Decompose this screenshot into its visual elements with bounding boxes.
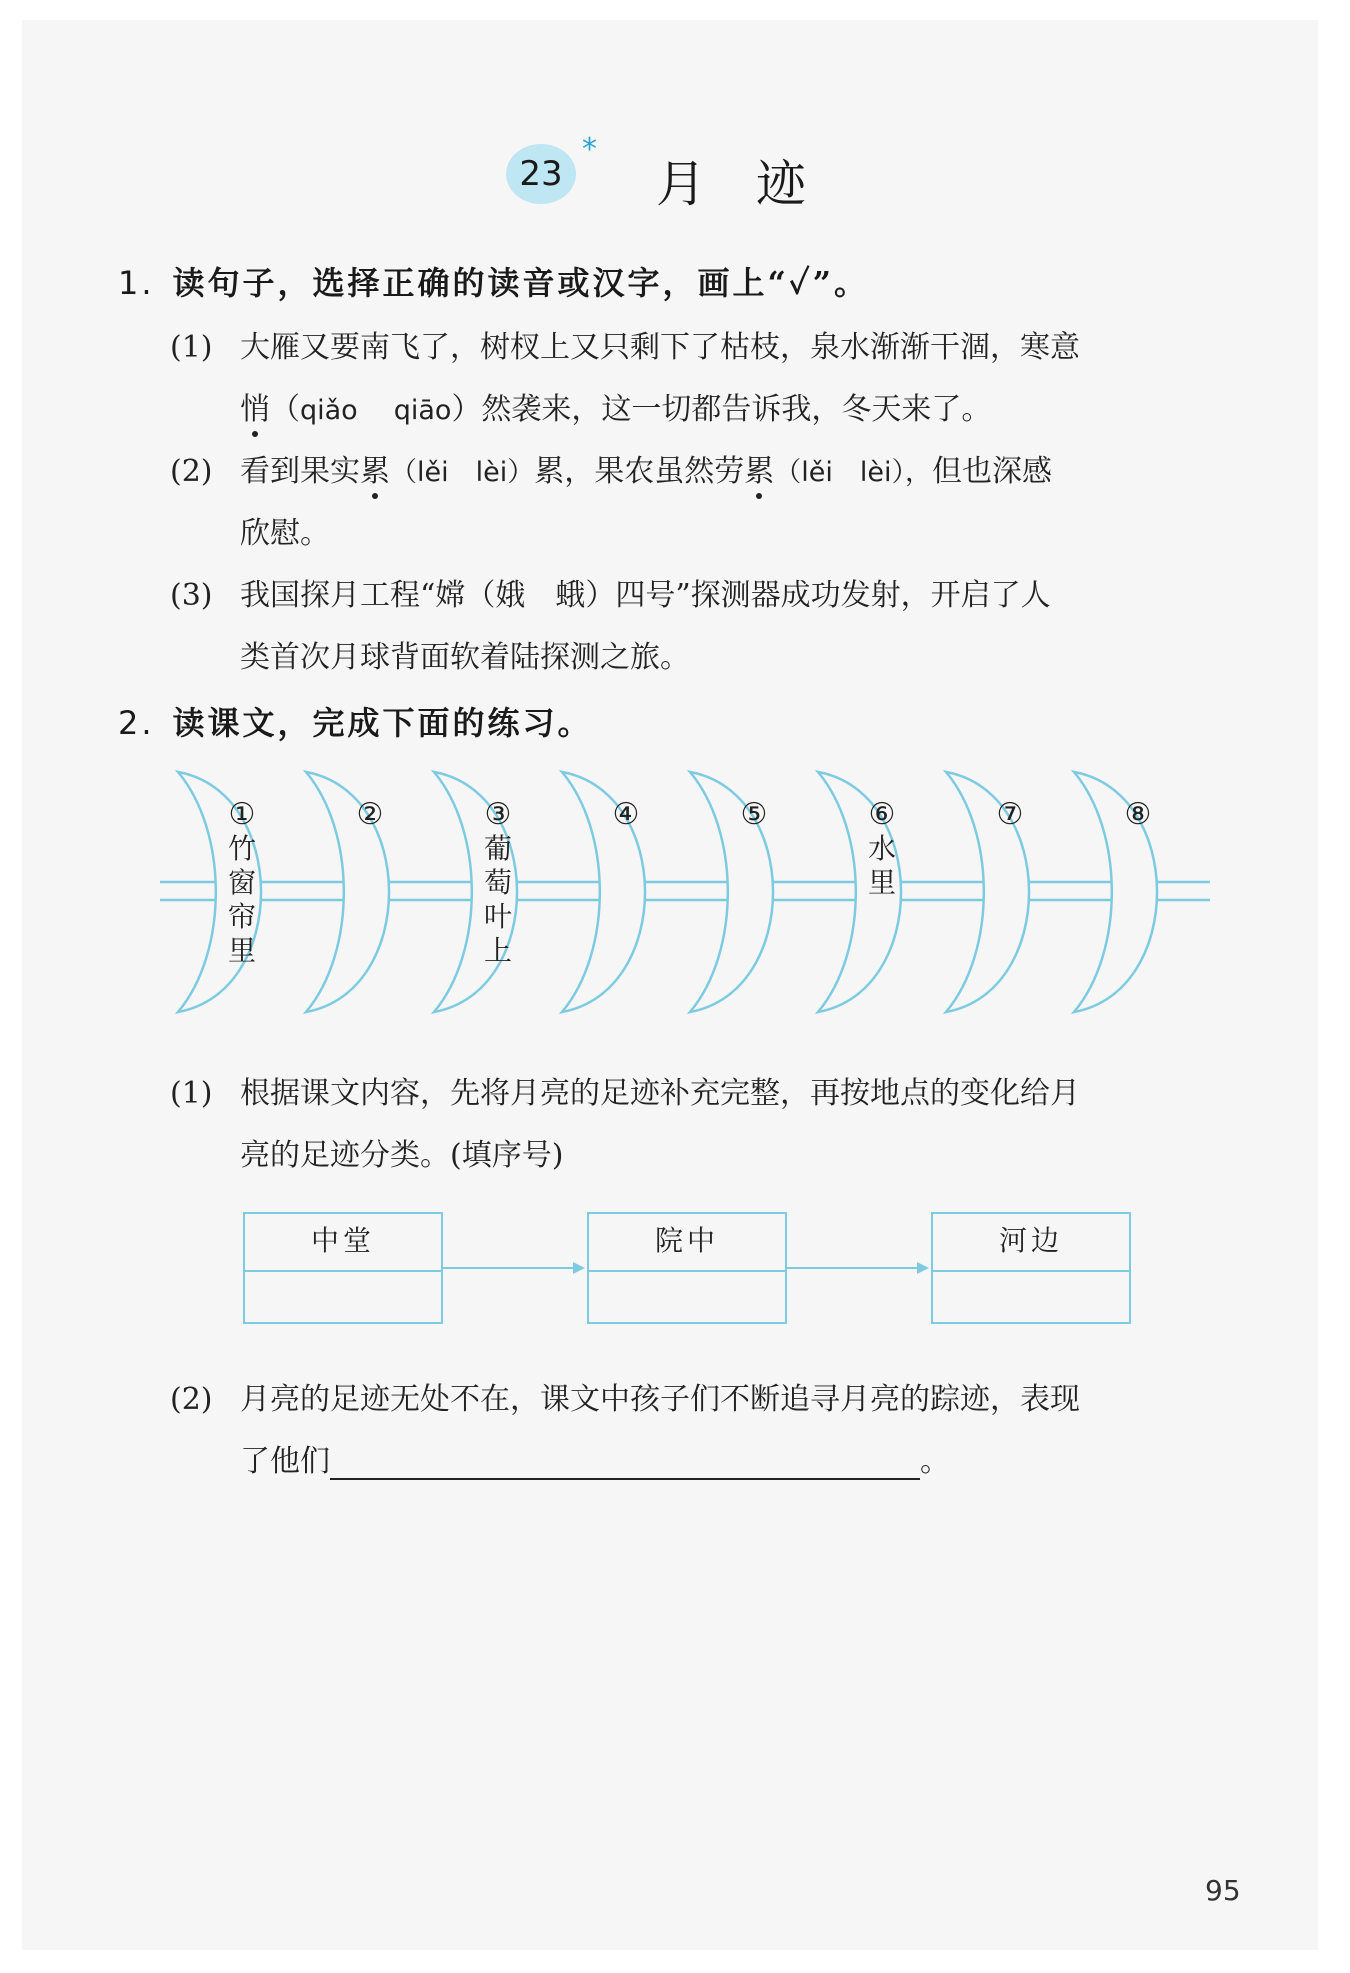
q1-item2-target-char2: 累	[744, 454, 775, 489]
moon-label-4	[606, 798, 646, 832]
q1-item2-line2: 欣慰。	[240, 516, 330, 551]
q1-number: 1.	[118, 264, 155, 302]
lesson-header	[506, 134, 906, 214]
category-box-label: 河边	[933, 1214, 1129, 1272]
category-box-label: 中堂	[245, 1214, 441, 1272]
q2-heading	[118, 698, 593, 744]
moon-label-7	[990, 798, 1030, 832]
q1-heading	[118, 258, 869, 304]
q1-heading-text: 读句子，选择正确的读音或汉字，画上“✓”。	[172, 264, 869, 302]
q1-item1-paren-open: （	[270, 392, 300, 427]
moon-label-6	[862, 798, 902, 900]
moon-number: ⑤	[740, 797, 768, 832]
q1-item1-number: (1)	[170, 330, 213, 365]
q1-item1-rest: ）然袭来，这一切都告诉我，冬天来了。	[451, 392, 992, 427]
answer-field[interactable]	[589, 1272, 785, 1326]
q1-item1-line1	[170, 322, 1080, 366]
q1-item3-number: (3)	[170, 578, 213, 613]
q1-item2-options1[interactable]: （lěi lèi）	[390, 457, 535, 488]
moon-text-char: 叶	[483, 900, 512, 933]
moon-number: ⑦	[996, 797, 1024, 832]
q2-sub2-post: 。	[920, 1444, 950, 1479]
moon-label-3	[478, 798, 518, 968]
moon-label-5	[734, 798, 774, 832]
q1-item2-target-char1: 累	[360, 454, 390, 489]
moon-text-char: 萄	[483, 866, 512, 899]
q2-sub2-number: (2)	[170, 1382, 213, 1417]
q1-item2-post: 但也深感	[931, 454, 1052, 489]
moon-text-char: 帘	[227, 900, 256, 933]
q2-sub1-text1: 根据课文内容，先将月亮的足迹补充完整，再按地点的变化给月	[240, 1076, 1080, 1111]
q2-heading-text: 读课文，完成下面的练习。	[172, 704, 593, 742]
arrow-line	[787, 1267, 923, 1269]
moon-number: ④	[612, 797, 640, 832]
arrow-icon	[917, 1262, 929, 1274]
answer-blank[interactable]	[330, 1446, 920, 1480]
page-number: 95	[1205, 1874, 1241, 1907]
q1-item2-number: (2)	[170, 454, 213, 489]
q2-sub1-line2: 亮的足迹分类。(填序号)	[240, 1138, 564, 1173]
category-box-zhongtang	[243, 1212, 443, 1324]
moon-label-2	[350, 798, 390, 832]
q1-item2-options2[interactable]: （lěi lèi），	[774, 457, 932, 488]
q1-item1-option2[interactable]: qiāo	[393, 395, 452, 426]
q1-item3-text1: 我国探月工程“嫦（娥 蛾）四号”探测器成功发射，开启了人	[240, 578, 1051, 613]
moon-text-char: 窗	[227, 866, 256, 899]
lesson-title: 月迹	[656, 155, 856, 213]
optional-lesson-star: *	[582, 132, 597, 167]
moon-text-char: 里	[227, 934, 256, 967]
q1-item2-pre: 看到果实	[240, 454, 360, 489]
moon-text-char: 水	[867, 832, 896, 865]
lesson-number-badge: 23	[506, 144, 576, 204]
arrow-line	[443, 1267, 579, 1269]
q2-sub2-line2	[240, 1436, 950, 1480]
q1-item1-text1: 大雁又要南飞了，树杈上又只剩下了枯枝，泉水渐渐干涸，寒意	[240, 330, 1080, 365]
q1-item1-line2	[240, 384, 991, 428]
q2-sub1-line1	[170, 1068, 1080, 1112]
moon-text-char: 里	[867, 866, 896, 899]
q1-item1-target-char: 悄	[240, 392, 270, 427]
q1-item3-line2: 类首次月球背面软着陆探测之旅。	[240, 640, 690, 675]
moon-number: ③	[484, 797, 512, 832]
q1-item2-line1	[170, 446, 1052, 490]
moon-text-char: 竹	[227, 832, 256, 865]
q2-sub1-number: (1)	[170, 1076, 213, 1111]
q2-sub2-pre: 了他们	[240, 1444, 330, 1479]
category-box-label: 院中	[589, 1214, 785, 1272]
q1-item2-mid: 累，果农虽然劳	[534, 454, 745, 489]
q2-sub2-line1	[170, 1374, 1080, 1418]
answer-field[interactable]	[245, 1272, 441, 1326]
category-box-yuanzhong	[587, 1212, 787, 1324]
moon-text-char: 葡	[483, 832, 512, 865]
arrow-icon	[573, 1262, 585, 1274]
moon-number: ①	[228, 797, 256, 832]
q2-sub2-text1: 月亮的足迹无处不在，课文中孩子们不断追寻月亮的踪迹，表现	[240, 1382, 1080, 1417]
moon-number: ⑧	[1124, 797, 1152, 832]
moon-text-char: 上	[483, 934, 512, 967]
q1-item3-line1	[170, 570, 1051, 614]
q2-number: 2.	[118, 704, 155, 742]
moon-label-1	[222, 798, 262, 968]
q1-item1-option1[interactable]: qiǎo	[300, 395, 358, 426]
moon-number: ②	[356, 797, 384, 832]
moon-label-8	[1118, 798, 1158, 832]
category-box-hebian	[931, 1212, 1131, 1324]
moon-footprints-diagram	[160, 762, 1220, 1022]
moon-number: ⑥	[868, 797, 896, 832]
answer-field[interactable]	[933, 1272, 1129, 1326]
